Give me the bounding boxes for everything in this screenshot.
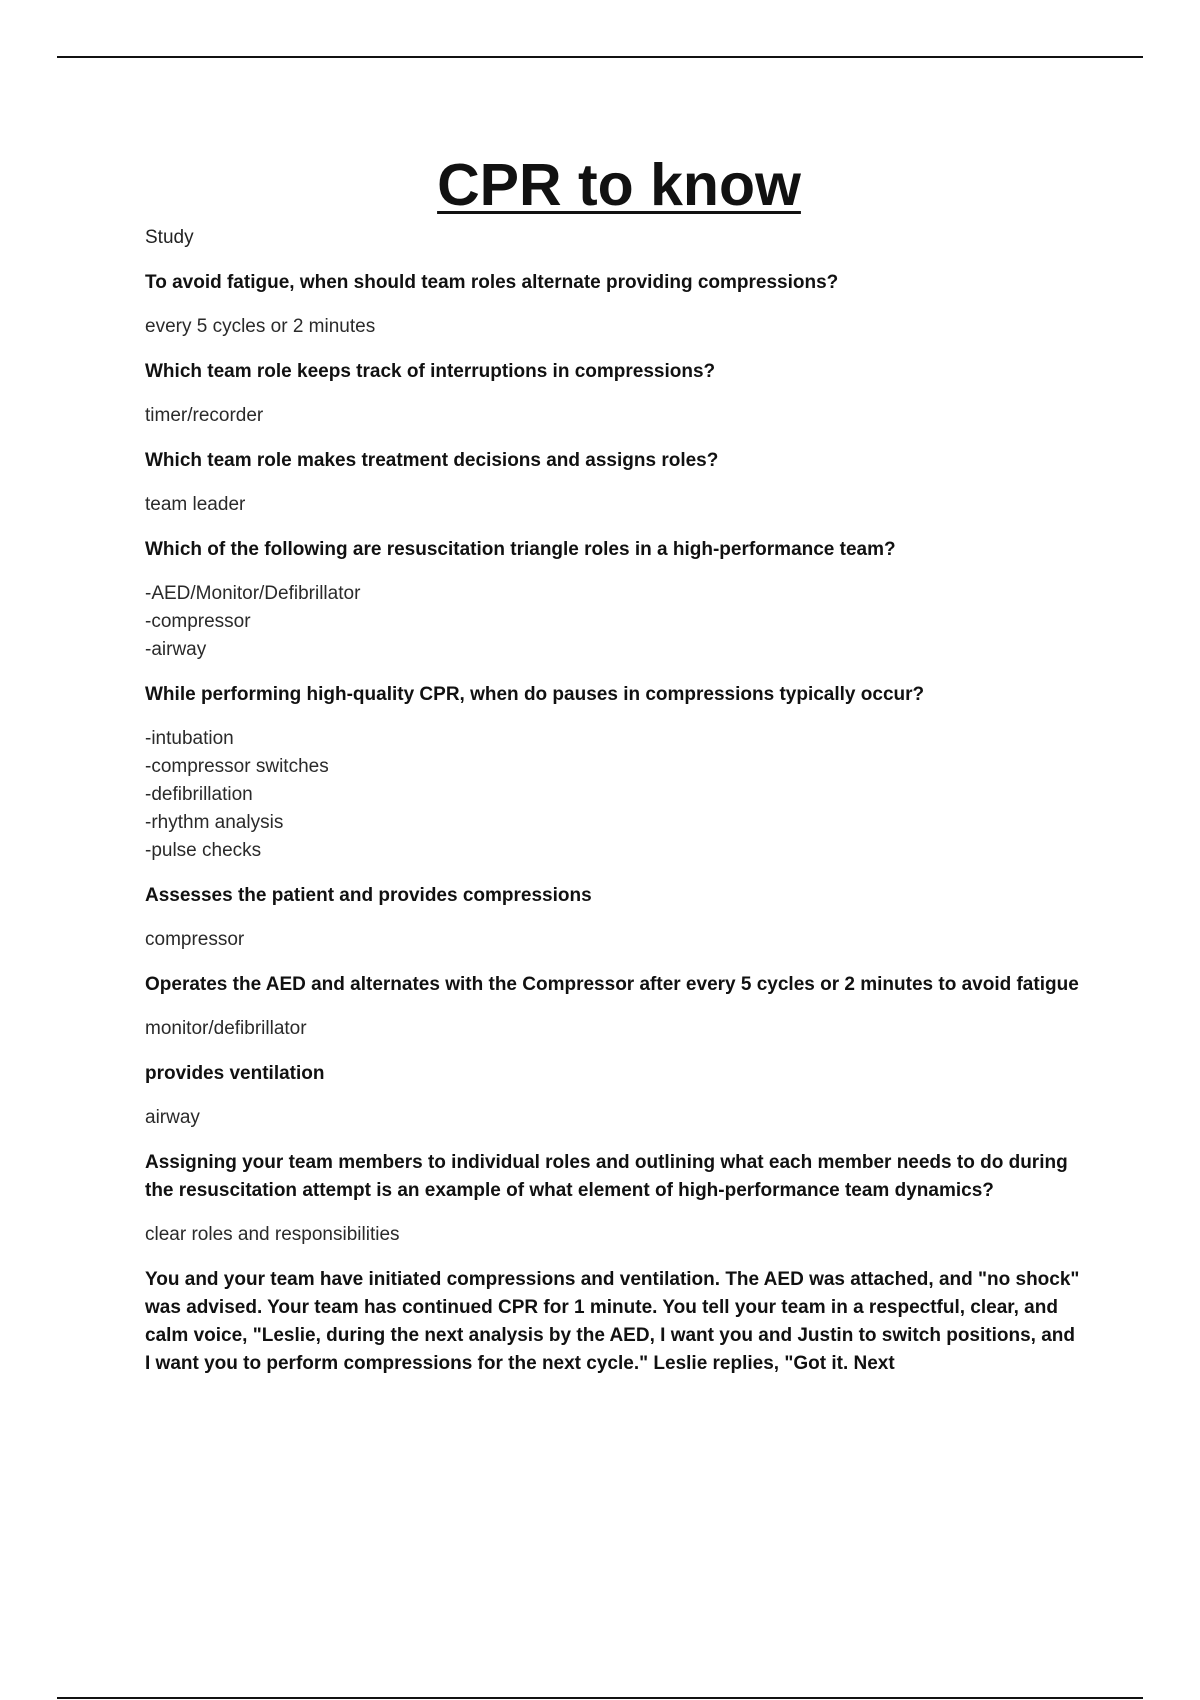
qa-item xyxy=(145,1149,1085,1249)
page-title xyxy=(0,150,1200,220)
answer xyxy=(145,1015,1085,1043)
qa-item xyxy=(145,269,1085,341)
answer-line: clear roles and responsibilities xyxy=(145,1224,400,1245)
answer-line: -pulse checks xyxy=(145,840,262,861)
subtitle: Study xyxy=(145,227,194,248)
answer-line: every 5 cycles or 2 minutes xyxy=(145,316,376,337)
question: Assesses the patient and provides compressions xyxy=(145,885,592,906)
qa-item xyxy=(145,358,1085,430)
answer-line: -compressor switches xyxy=(145,756,329,777)
qa-item xyxy=(145,536,1085,664)
qa-item xyxy=(145,971,1085,1043)
qa-item xyxy=(145,882,1085,954)
answer-line: -compressor xyxy=(145,611,251,632)
question: Assigning your team members to individual roles and outlining what each member needs to do during the resuscitation attempt is an example of what element of high-performance team dynamics? xyxy=(145,1152,1068,1201)
question: provides ventilation xyxy=(145,1063,325,1084)
qa-list xyxy=(145,269,1085,1378)
answer xyxy=(145,1104,1085,1132)
qa-item xyxy=(145,447,1085,519)
answer xyxy=(145,313,1085,341)
qa-item xyxy=(145,1060,1085,1132)
document-body xyxy=(145,224,1085,1394)
answer-line: compressor xyxy=(145,929,245,950)
answer-line: monitor/defibrillator xyxy=(145,1018,307,1039)
answer-line: team leader xyxy=(145,494,246,515)
answer-line: -AED/Monitor/Defibrillator xyxy=(145,583,361,604)
answer xyxy=(145,1221,1085,1249)
page-title-text: CPR to know xyxy=(437,152,801,218)
answer-line: -intubation xyxy=(145,728,234,749)
answer-line: -defibrillation xyxy=(145,784,253,805)
answer xyxy=(145,725,1085,865)
question: Which team role keeps track of interruptions in compressions? xyxy=(145,361,716,382)
question: While performing high-quality CPR, when do pauses in compressions typically occur? xyxy=(145,684,925,705)
answer xyxy=(145,926,1085,954)
top-rule xyxy=(57,56,1143,58)
bottom-rule xyxy=(57,1697,1143,1699)
question: Which team role makes treatment decisions and assigns roles? xyxy=(145,450,719,471)
question: You and your team have initiated compressions and ventilation. The AED was attached, and "no shock" was advised. Your team has continued CPR for 1 minute. You tell your team in a respectful, clear, and calm voice, "Leslie, during the next analysis by the AED, I want you and Justin to switch positions, and I want you to perform compressions for the next cycle." Leslie replies, "Got it. Next xyxy=(145,1269,1080,1374)
answer xyxy=(145,580,1085,664)
qa-item xyxy=(145,1266,1085,1378)
qa-item xyxy=(145,681,1085,865)
question: To avoid fatigue, when should team roles alternate providing compressions? xyxy=(145,272,839,293)
answer-line: airway xyxy=(145,1107,200,1128)
answer-line: -rhythm analysis xyxy=(145,812,284,833)
answer xyxy=(145,402,1085,430)
answer-line: -airway xyxy=(145,639,207,660)
answer xyxy=(145,491,1085,519)
answer-line: timer/recorder xyxy=(145,405,264,426)
question: Operates the AED and alternates with the Compressor after every 5 cycles or 2 minutes to avoid fatigue xyxy=(145,974,1079,995)
question: Which of the following are resuscitation triangle roles in a high-performance team? xyxy=(145,539,896,560)
